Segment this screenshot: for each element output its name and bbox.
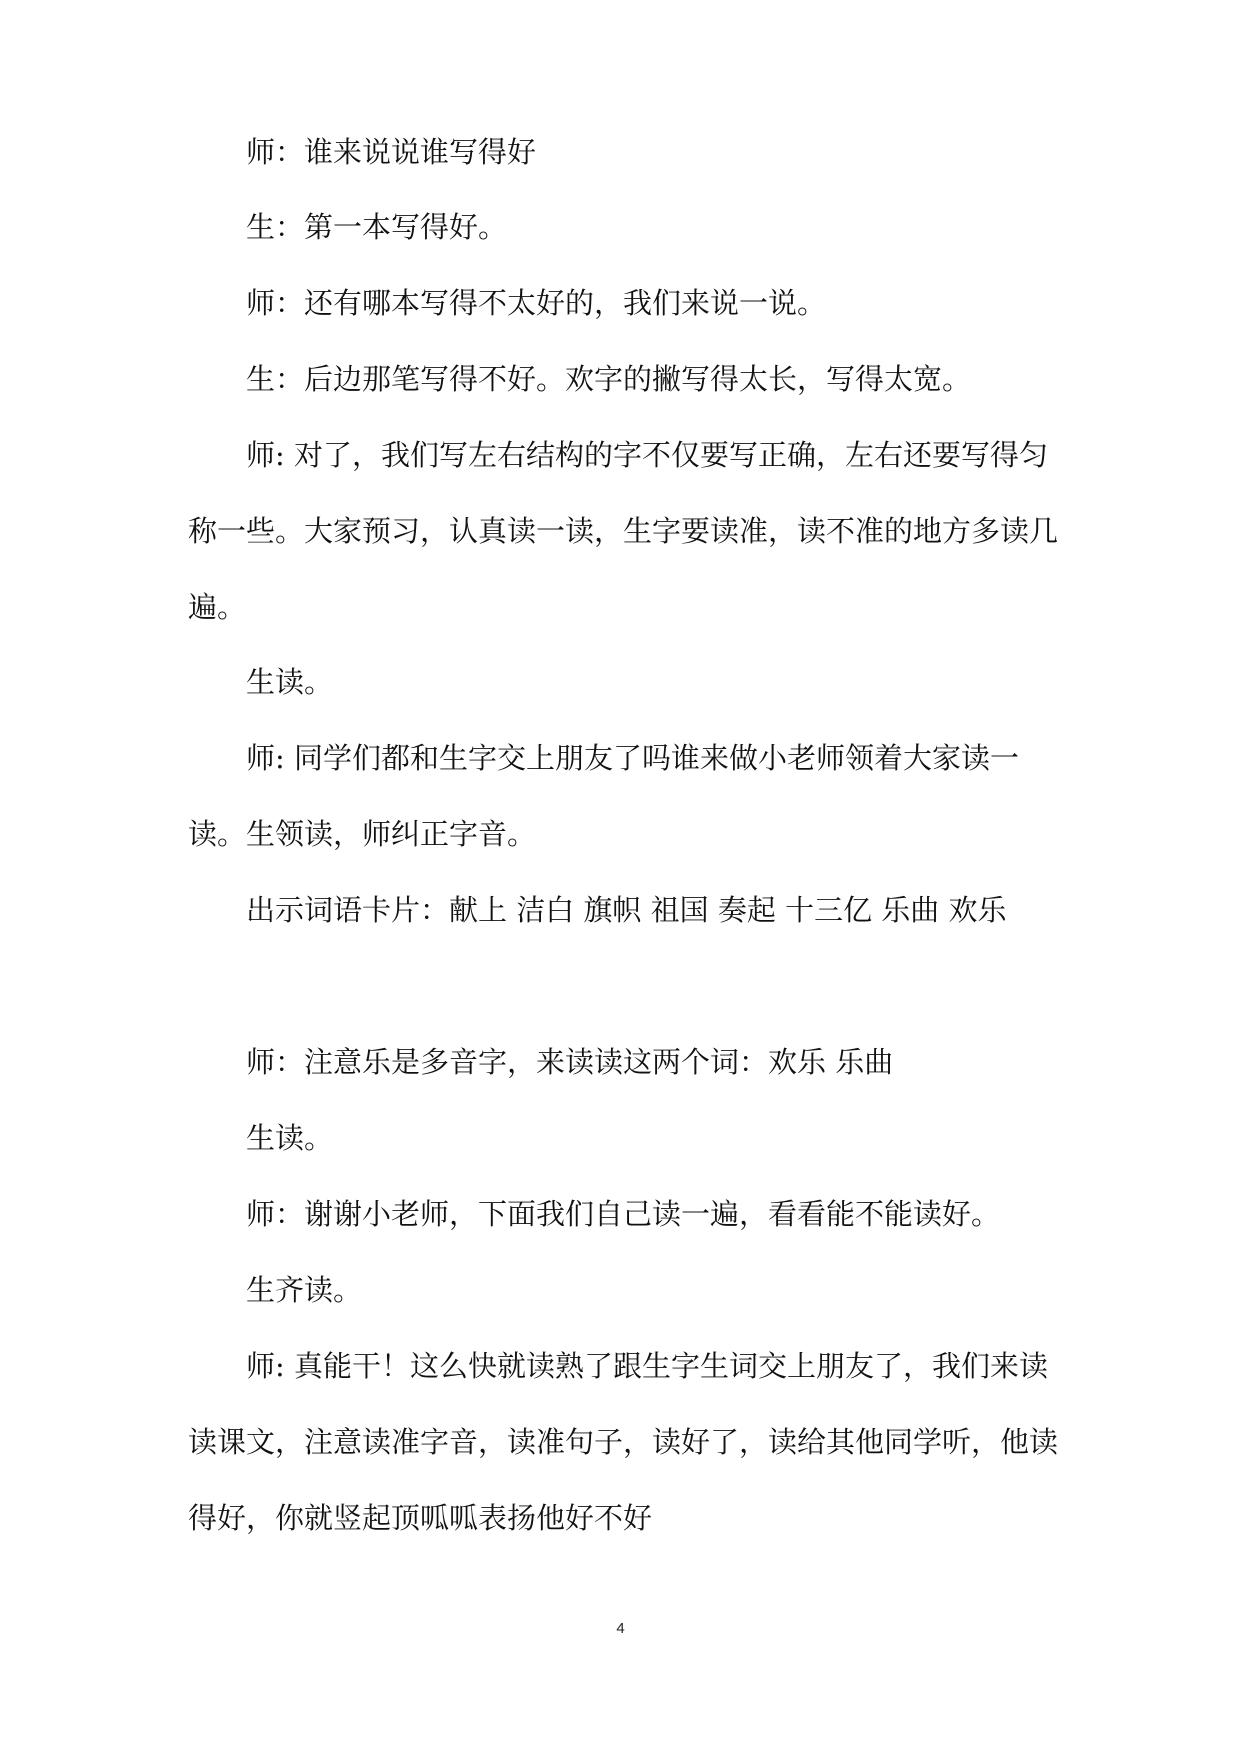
paragraph-7: 师: 同学们都和生字交上朋友了吗谁来做小老师领着大家读一读。生领读，师纠正字音。 bbox=[188, 741, 1019, 851]
paragraph-13: 师: 真能干！这么快就读熟了跟生字生词交上朋友了，我们来读读课文，注意读准字音，读准句子，读好了，读给其他同学听，他读得好，你就竖起顶呱呱表扬他好不好 bbox=[188, 1349, 1059, 1535]
page-number: 4 bbox=[616, 1620, 625, 1637]
paragraph-1: 师：谁来说说谁写得好 bbox=[246, 135, 537, 169]
paragraph-11: 师：谢谢小老师，下面我们自己读一遍，看看能不能读好。 bbox=[246, 1197, 1001, 1231]
paragraph-6: 生读。 bbox=[246, 665, 334, 699]
paragraph-4: 生：后边那笔写得不好。欢字的撇写得太长，写得太宽。 bbox=[246, 362, 972, 396]
paragraph-3: 师：还有哪本写得不太好的，我们来说一说。 bbox=[246, 286, 827, 320]
paragraph-9: 师：注意乐是多音字，来读读这两个词：欢乐 乐曲 bbox=[246, 1045, 894, 1079]
paragraph-2: 生：第一本写得好。 bbox=[246, 210, 508, 244]
paragraph-5: 师: 对了，我们写左右结构的字不仅要写正确，左右还要写得匀称一些。大家预习，认真读一读，生字要读准，读不准的地方多读几遍。 bbox=[188, 438, 1059, 624]
paragraph-10: 生读。 bbox=[246, 1121, 334, 1155]
paragraph-8: 出示词语卡片：献上 洁白 旗帜 祖国 奏起 十三亿 乐曲 欢乐 bbox=[246, 893, 1007, 927]
paragraph-12: 生齐读。 bbox=[246, 1273, 363, 1307]
